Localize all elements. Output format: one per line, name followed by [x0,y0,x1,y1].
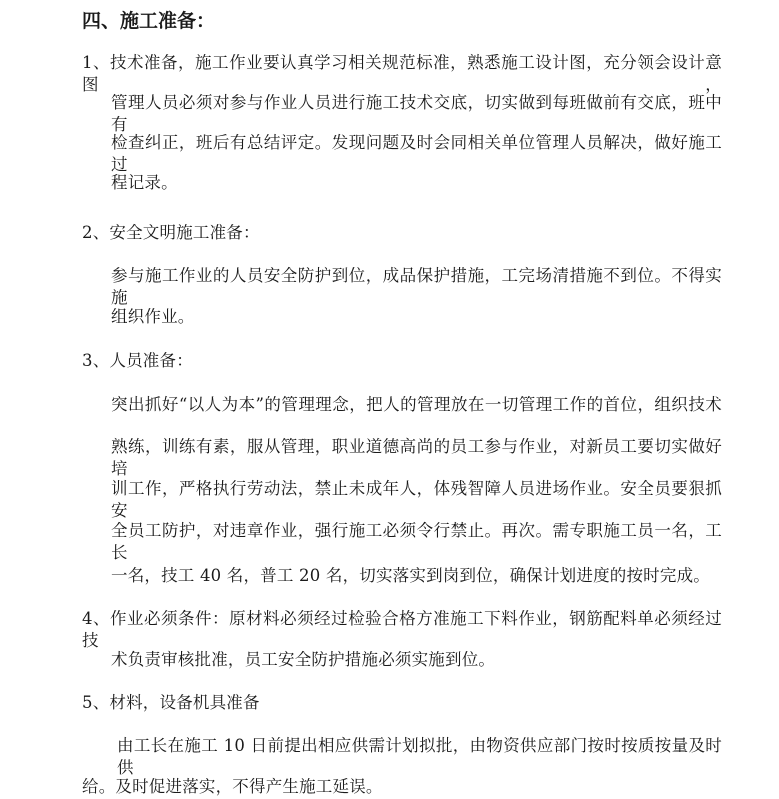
item-3-line-1: 突出抓好“以人为本”的管理理念，把人的管理放在一切管理工作的首位，组织技术 [111,395,722,414]
section-heading: 四、施工准备： [82,10,216,32]
item-4-line-2: 术负责审核批准，员工安全防护措施必须实施到位。 [111,650,496,669]
item-3-line-3: 训工作，严格执行劳动法，禁止未成年人，体残智障人员进场作业。安全员要狠抓安 [111,479,722,520]
item-5-line-1: 由工长在施工 10 日前提出相应供需计划拟批，由物资供应部门按时按质按量及时供 [117,736,722,777]
item-5-title: 5、材料，设备机具准备 [82,693,260,712]
item-4-line-1: 4、作业必须条件：原材料必须经过检验合格方准施工下料作业，钢筋配料单必须经过技 [82,609,722,650]
item-1-line-4: 程记录。 [111,173,178,192]
item-3-line-5: 一名，技工 40 名，普工 20 名，切实落实到岗到位，确保计划进度的按时完成。 [111,566,710,585]
item-1-line-3: 检查纠正，班后有总结评定。发现问题及时会同相关单位管理人员解决，做好施工过 [111,133,722,174]
item-5-line-2: 给。及时促进落实，不得产生施工延误。 [82,777,383,796]
item-3-line-4: 全员工防护，对违章作业，强行施工必须令行禁止。再次。需专职施工员一名，工长 [111,521,722,562]
item-2-title: 2、安全文明施工准备： [82,223,260,242]
item-3-title: 3、人员准备： [82,351,193,370]
item-2-line-1: 参与施工作业的人员安全防护到位，成品保护措施，工完场清措施不到位。不得实施 [111,266,722,307]
item-1-line-1: 1、技术准备，施工作业要认真学习相关规范标准，熟悉施工设计图，充分领会设计意图， [82,53,722,94]
item-2-line-2: 组织作业。 [111,307,195,326]
item-3-line-2: 熟练，训练有素，服从管理，职业道德高尚的员工参与作业，对新员工要切实做好培 [111,437,722,478]
item-1-line-2: 管理人员必须对参与作业人员进行施工技术交底，切实做到每班做前有交底，班中有 [111,93,722,134]
